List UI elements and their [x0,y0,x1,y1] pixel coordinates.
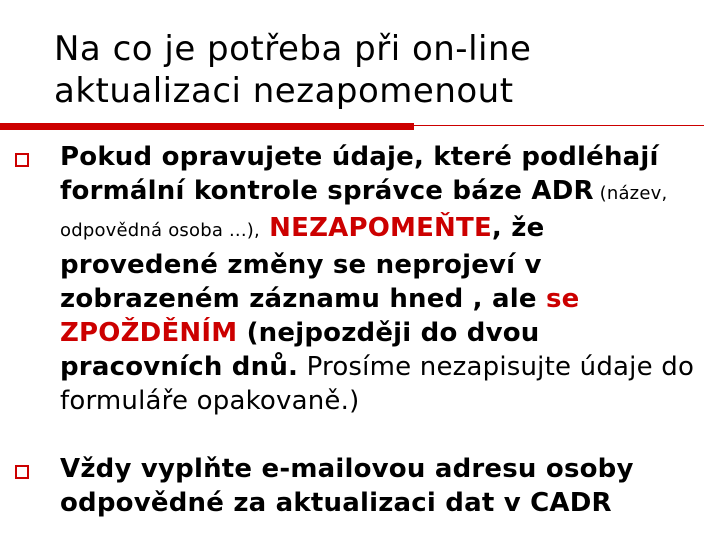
slide-title-line-2: aktualizaci nezapomenout [54,71,514,111]
bullet-item-2-text: Vždy vyplňte e-mailovou adresu osoby odpovědné za aktualizaci dat v CADR [60,454,634,518]
bullet-1-part-5: se ZPOŽDĚNÍM [60,284,580,348]
title-divider [0,120,720,130]
title-divider-thin [414,125,704,126]
slide-title-line-1: Na co je potřeba při on-line [54,29,532,69]
bullet-1-part-4: , že provedené změny se neprojeví v zobrazeném záznamu hned , ale [60,213,545,314]
bullet-1-part-2: (název, odpovědná osoba ...), [60,183,668,241]
bullet-1-part-3: NEZAPOMEŇTE [269,213,492,243]
bullet-item-1-text [60,140,700,418]
title-divider-thick [0,123,414,130]
bullet-1-part-6: (nejpozději do dvou pracovních dnů. [60,318,540,382]
bullet-1-part-1: Pokud opravujete údaje, které podléhají formální kontrole správce báze ADR [60,142,659,206]
slide-title [54,28,694,112]
bullet-1-part-7: Prosíme nezapisujte údaje do formuláře opakovaně.) [60,352,695,416]
hollow-square-icon [15,465,29,479]
hollow-square-icon [15,153,29,167]
